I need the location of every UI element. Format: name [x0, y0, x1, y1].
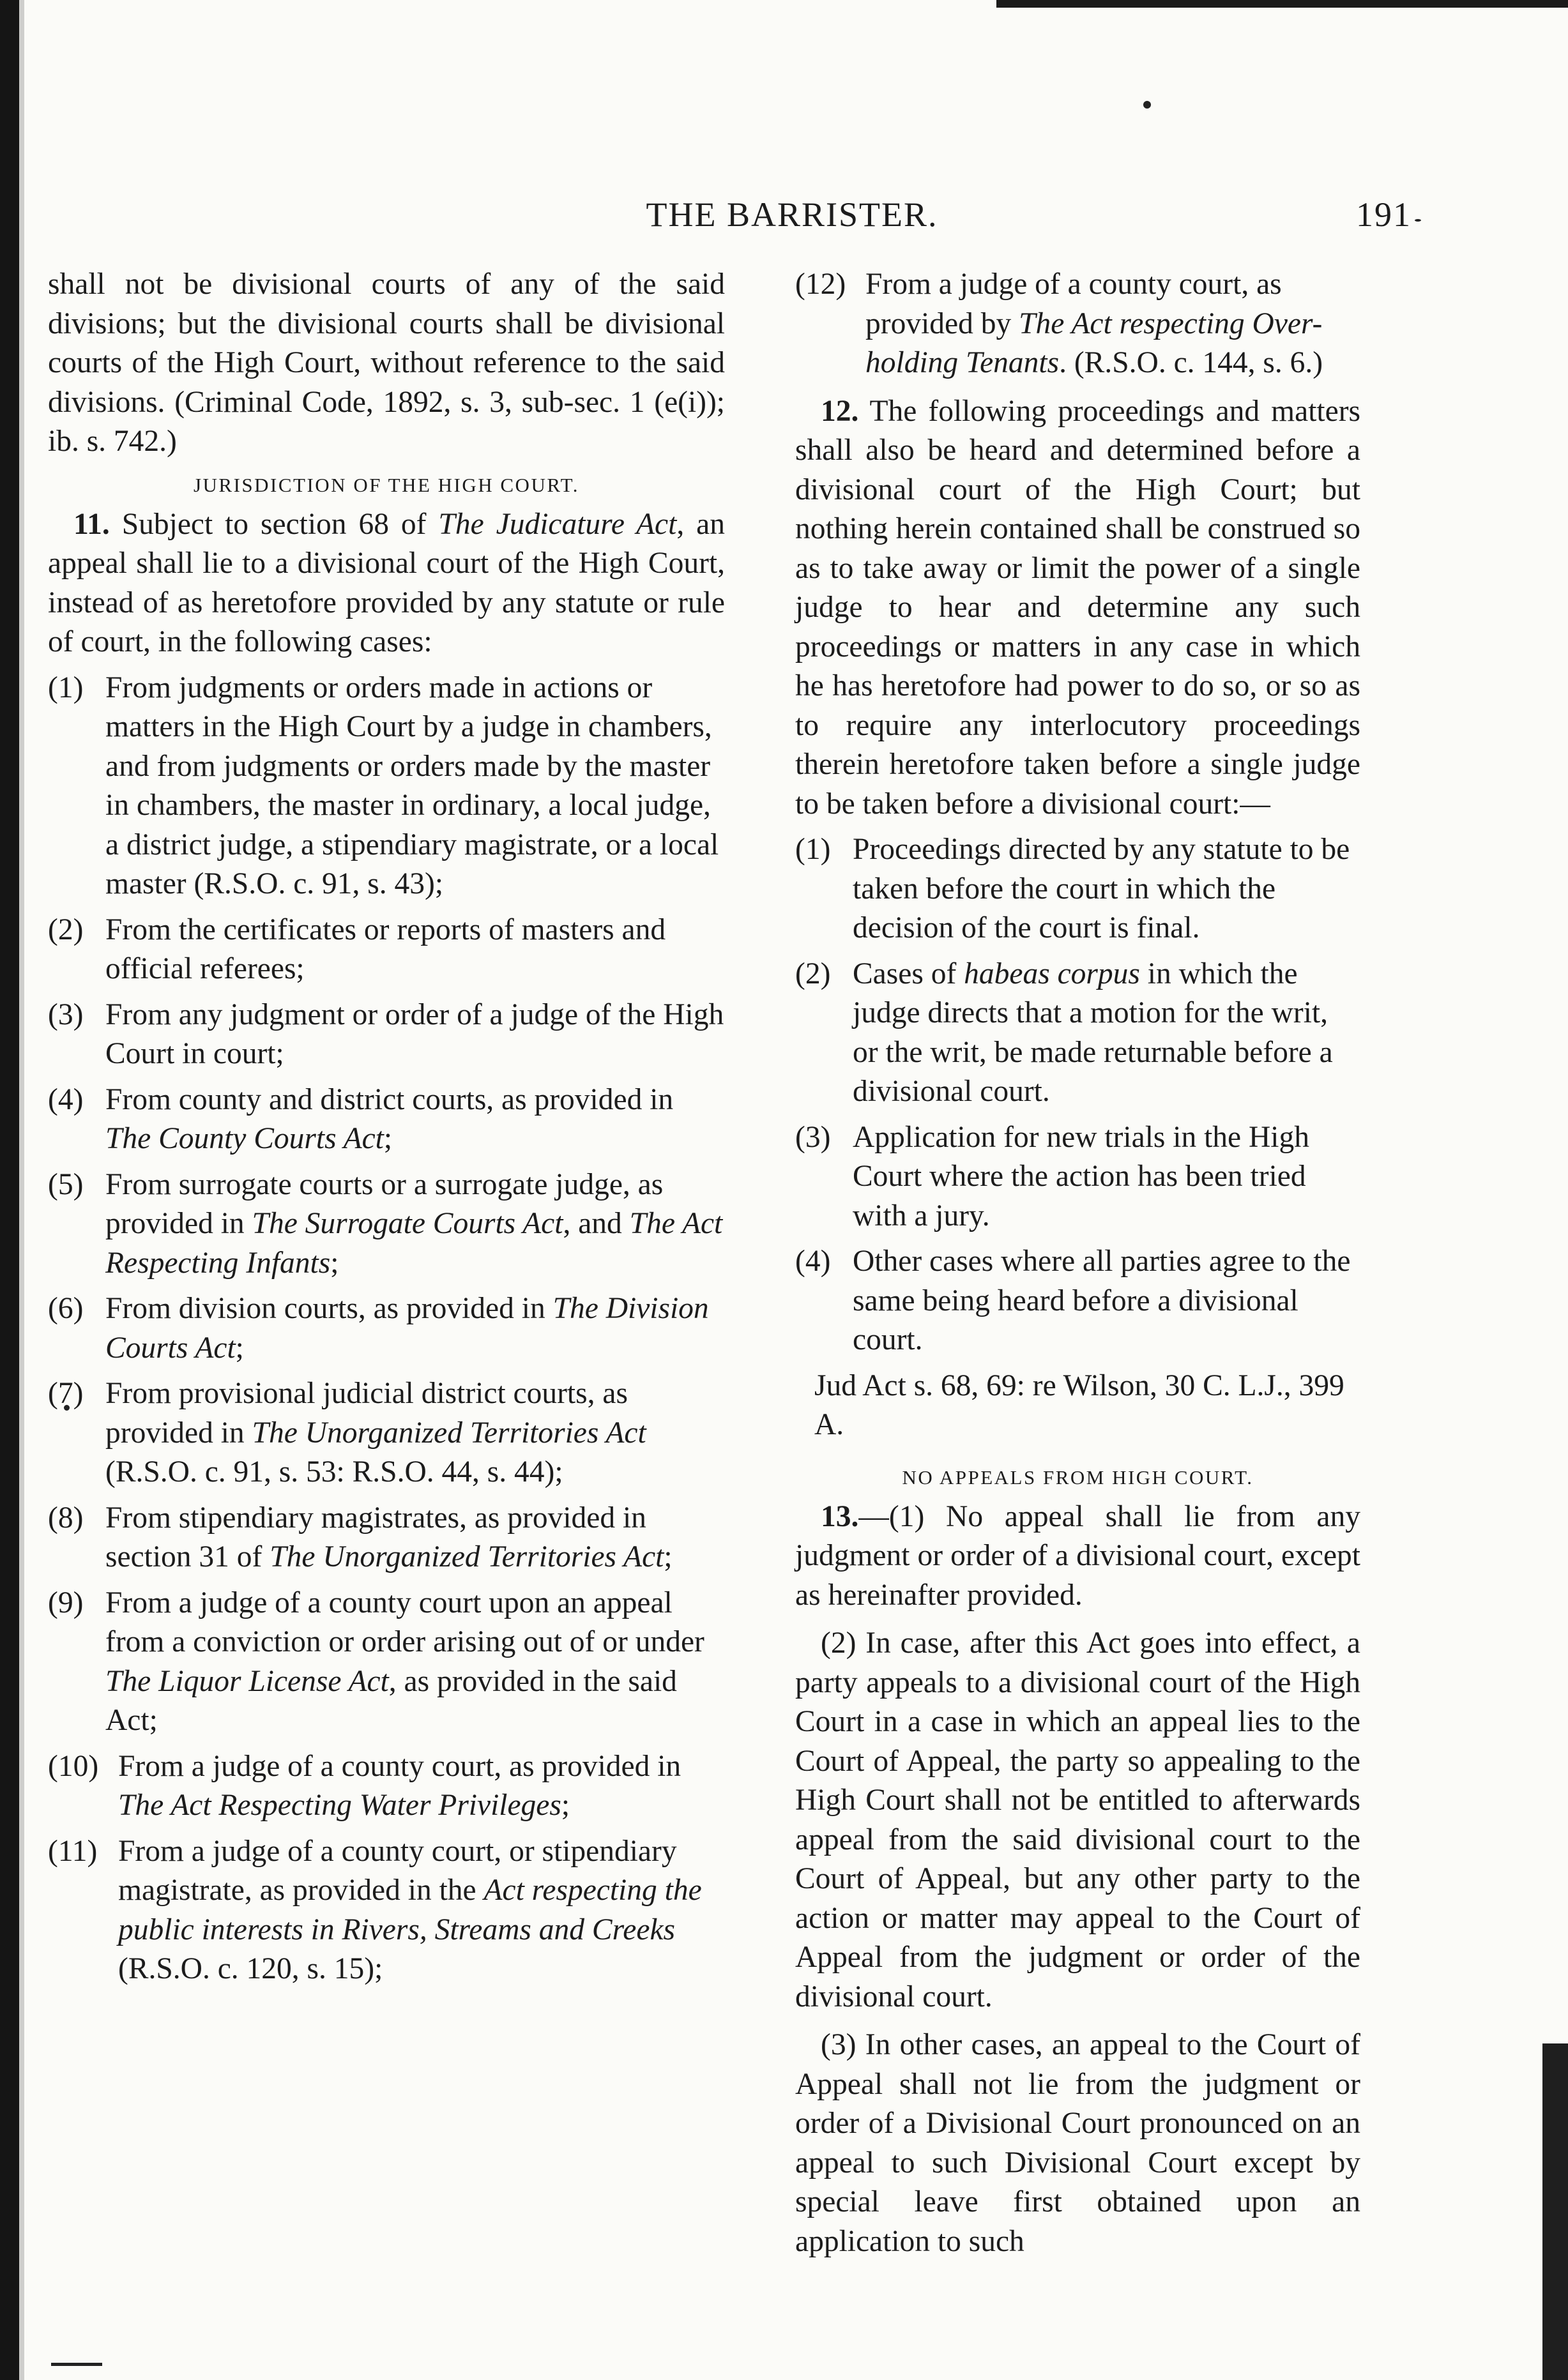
item-number: (4) — [48, 1082, 84, 1116]
section-number: 11. — [73, 507, 110, 541]
act-title: The Act respecting Over-holding Tenants — [865, 307, 1323, 379]
item-number: (6) — [48, 1292, 84, 1325]
left-column — [48, 265, 725, 1989]
item-text: Proceedings directed by any statute to be taken before the court in which the decision of the court is final. — [853, 833, 1350, 944]
list-item: (2) Cases of habeas corpus in which the judge directs that a motion for the writ, or the writ, be made returnable before a divisional court. — [795, 955, 1360, 1112]
item-number: (12) — [795, 268, 846, 301]
act-title: The Judicature Act — [438, 507, 677, 541]
book-spine-shadow — [0, 0, 19, 2380]
list-item: (10) From a judge of a county court, as provided in The Act Respecting Water Privileges; — [48, 1747, 725, 1826]
ink-speck — [1143, 101, 1151, 109]
item-number: (2) — [795, 957, 831, 990]
list-item: (8) From stipendiary magistrates, as provided in section 31 of The Unorganized Territories Act; — [48, 1499, 725, 1577]
list-item: (5) From surrogate courts or a surrogate judge, as provided in The Surrogate Courts Act, and The Act Respecting Infants; — [48, 1165, 725, 1284]
act-title: The Act Respecting Water Privileges — [118, 1789, 561, 1822]
item-text: From judgments or orders made in actions or matters in the High Court by a judge in chambers, and from judgments or orders made by the master in chambers, the master in ordinary, a local judge, a district judge, a stipendiary magistrate, or a local master (R.S.O. c. 91, s. 43); — [105, 671, 719, 900]
page-number: 191 — [1356, 195, 1412, 234]
section-13-subsection-2: (2) In case, after this Act goes into effect, a party appeals to a divisional court of the High Court in a case in which an appeal lies to the Court of Appeal, the party so appealing to the High Court shall not be entitled to afterwards appeal from the said divisional court to the Court of Appeal, but any other party to the action or matter may appeal to the Court of Appeal from the judgment or order of the divisional court. — [795, 1626, 1360, 2013]
list-item — [795, 1242, 1360, 1360]
item-number: (11) — [48, 1834, 98, 1868]
list-item — [795, 830, 1360, 948]
section-heading-no-appeals: NO APPEALS FROM HIGH COURT. — [902, 1466, 1254, 1489]
item-text: Other cases where all parties agree to the same being heard before a divisional court. — [853, 1245, 1351, 1356]
case-term: habeas corpus — [964, 957, 1140, 990]
act-title: The Act Respecting Infants — [105, 1207, 723, 1280]
book-spine-edge — [19, 0, 24, 2380]
list-item: (11) From a judge of a county court, or stipendiary magistrate, as provided in the Act respecting the public interests in Rivers, Streams and Creeks (R.S.O. c. 120, s. 15); — [48, 1832, 725, 1989]
item-text: Application for new trials in the High Court where the action has been tried with a jury. — [853, 1120, 1309, 1232]
top-edge-shadow — [996, 0, 1568, 8]
list-item: (12) From a judge of a county court, as provided by The Act respecting Over-holding Tenants. (R.S.O. c. 144, s. 6.) — [795, 265, 1360, 383]
act-title: The Division Courts Act — [105, 1292, 709, 1365]
section-12-paragraph: 12. The following proceedings and matters shall also be heard and determined before a divisional court of the High Court; but nothing herein contained shall be construed so as to take away or limit the power of a single judge to hear and determine any such proceedings or matters in any case in which he has heretofore had power to do so, or so as to require any interlocutory proceedings therein heretofore taken before a single judge to be taken before a divisional court:— — [795, 394, 1360, 821]
item-number: (5) — [48, 1167, 84, 1201]
item-number: (9) — [48, 1586, 84, 1619]
list-item: (9) From a judge of a county court upon an appeal from a conviction or order arising out of or under The Liquor License Act, as provided in the said Act; — [48, 1584, 725, 1741]
item-number: (4) — [795, 1245, 831, 1278]
list-item: (4) From county and district courts, as provided in The County Courts Act; — [48, 1080, 725, 1159]
right-edge-shadow — [1542, 2043, 1568, 2380]
act-title: The Unorganized Territories Act — [270, 1540, 664, 1573]
list-item — [795, 1118, 1360, 1236]
act-title: The County Courts Act — [105, 1122, 384, 1155]
item-number: (1) — [795, 833, 831, 866]
section-heading-jurisdiction: JURISDICTION OF THE HIGH COURT. — [193, 473, 580, 496]
section-number: 13. — [821, 1499, 859, 1533]
item-number: (3) — [795, 1120, 831, 1154]
running-head-title: THE BARRISTER. — [646, 195, 938, 234]
section-13-subsection-1: 13.—(1) No appeal shall lie from any judgment or order of a divisional court, except as hereinafter provided. — [795, 1499, 1360, 1612]
ink-speck — [1415, 219, 1421, 222]
item-number: (1) — [48, 671, 84, 704]
item-number: (10) — [48, 1749, 99, 1783]
citation: Jud Act s. 68, 69: re Wilson, 30 C. L.J., 399 A. — [814, 1368, 1344, 1441]
list-item — [48, 996, 725, 1074]
section-11-paragraph: 11. Subject to section 68 of The Judicature Act, an appeal shall lie to a divisional court of the High Court, instead of as heretofore provided by any statute or rule of court, in the following cases: — [48, 507, 725, 658]
section-13-subsection-3: (3) In other cases, an appeal to the Court of Appeal shall not lie from the judgment or order of a Divisional Court pronounced on an appeal to such Divisional Court except by special leave first obtained upon an application to such — [795, 2028, 1360, 2258]
list-item: (6) From division courts, as provided in The Division Courts Act; — [48, 1289, 725, 1368]
right-column — [795, 265, 1360, 2261]
list-item: (7) From provisional judicial district courts, as provided in The Unorganized Territories Act (R.S.O. c. 91, s. 53: R.S.O. 44, s. 44); — [48, 1374, 725, 1492]
list-item — [48, 669, 725, 904]
item-number: (2) — [48, 913, 84, 946]
act-title: The Unorganized Territories Act — [252, 1416, 646, 1450]
act-title: The Liquor License Act — [105, 1664, 389, 1698]
list-item — [48, 911, 725, 989]
item-text: From any judgment or order of a judge of the High Court in court; — [105, 997, 724, 1070]
item-text: From the certificates or reports of masters and official referees; — [105, 913, 666, 985]
item-number: (8) — [48, 1501, 84, 1535]
act-title: The Surrogate Courts Act — [252, 1207, 563, 1240]
item-number: (3) — [48, 997, 84, 1031]
item-number: (7) — [48, 1377, 84, 1410]
act-title: Act respecting the public interests in Rivers, Streams and Creeks — [118, 1874, 702, 1946]
intro-paragraph: shall not be divisional courts of any of the said divisions; but the divisional courts shall be divisional courts of the High Court, without reference to the said divisions. (Criminal Code, 1892, s. 3, sub-sec. 1 (e(i)); ib. s. 742.) — [48, 268, 725, 458]
section-number: 12. — [821, 394, 859, 428]
bottom-scan-mark — [51, 2363, 102, 2366]
